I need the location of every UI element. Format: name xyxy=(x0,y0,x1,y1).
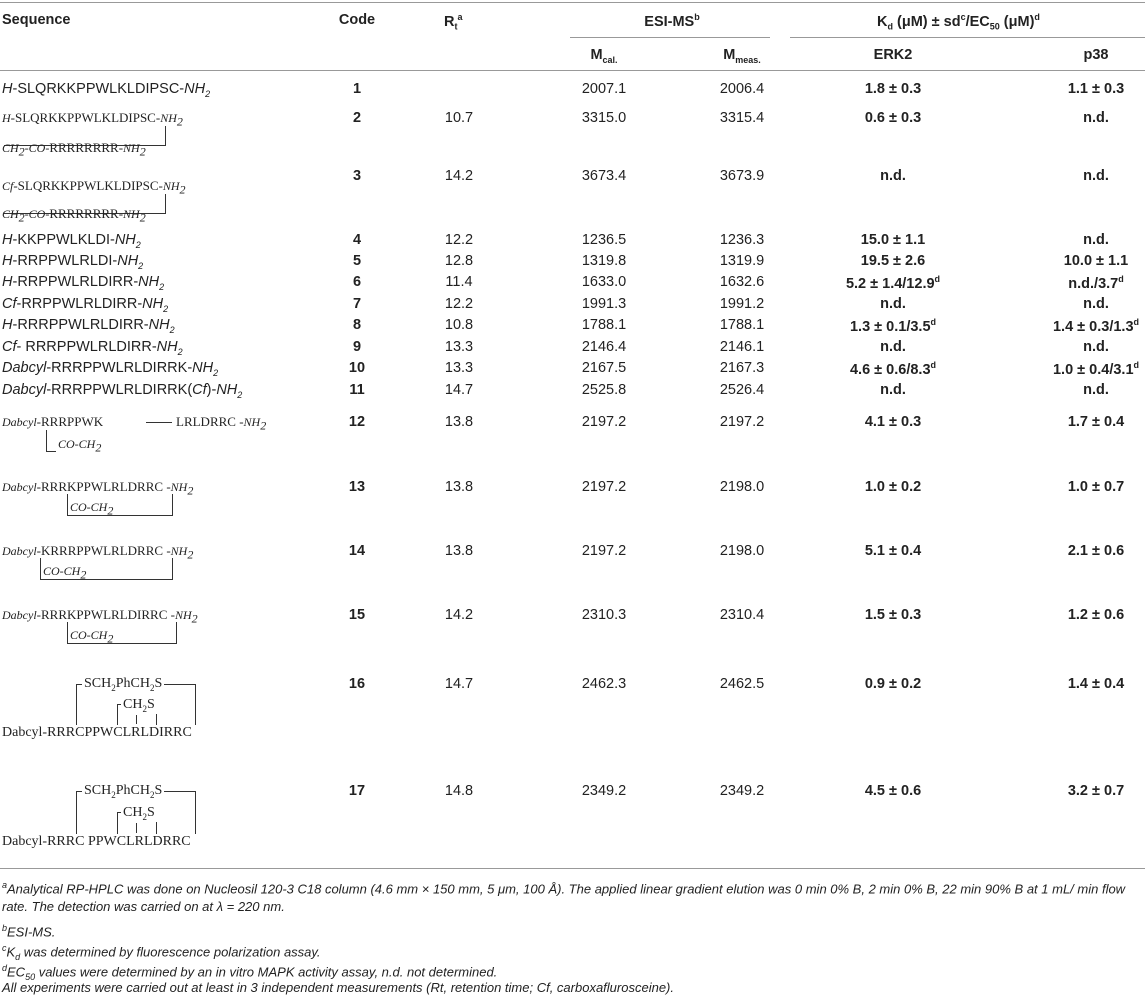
cell-rt: 12.2 xyxy=(444,296,474,312)
linker-14-left xyxy=(40,558,41,580)
cell-mmeas: 2310.4 xyxy=(719,607,765,623)
sequence-3: $Cf-SLQRKKPPWLKLDIPSC-NH_2$ xyxy=(2,178,186,197)
cell-code: 15 xyxy=(348,607,366,623)
cell-mcal: 2525.8 xyxy=(581,382,627,398)
cell-code: 11 xyxy=(349,382,365,398)
cell-erk2: 4.1 ± 0.3 xyxy=(864,414,922,430)
cell-rt: 14.7 xyxy=(444,382,474,398)
cell-p38: 2.1 ± 0.6 xyxy=(1067,543,1125,559)
sequence-11: Dabcyl-$RRRPPWLRLDIRRK(Cf)-NH_2$ xyxy=(2,382,243,400)
cell-mmeas: 3673.9 xyxy=(719,168,765,184)
cell-p38: 1.0 ± 0.4/3.1$^d$ xyxy=(1052,360,1140,378)
sequence-2-linker: $CH_2-CO-RRRRRRRR-NH_2$ xyxy=(2,140,146,159)
header-kd: $K_d$ $(\mu M) \pm sd^c/EC_{50}$ $(\mu M)^d$ xyxy=(877,12,1040,32)
header-mmeas: $M_{meas.}$ xyxy=(723,47,761,65)
cell-erk2: n.d. xyxy=(880,168,906,184)
cell-mcal: 2197.2 xyxy=(581,414,627,430)
header-sequence: Sequence xyxy=(2,12,71,28)
cell-mmeas: 2198.0 xyxy=(719,479,765,495)
cell-erk2: 1.0 ± 0.2 xyxy=(864,479,922,495)
linker-15-right xyxy=(176,622,177,644)
cell-mmeas: 1632.6 xyxy=(719,274,765,290)
cell-mcal: 1236.5 xyxy=(581,232,627,248)
cell-mmeas: 2349.2 xyxy=(719,783,765,799)
cell-p38: n.d. xyxy=(1083,232,1109,248)
cell-erk2: n.d. xyxy=(880,296,906,312)
cell-code: 17 xyxy=(348,783,366,799)
bridge-17-top: $SCH_2PhCH_2S$ xyxy=(84,783,163,800)
linker-12-bottom xyxy=(46,451,56,452)
sequence-7: $Cf-RRPPWLRLDIRR-NH_2$ xyxy=(2,296,169,314)
header-rule xyxy=(0,70,1145,71)
cell-mcal: 2007.1 xyxy=(581,81,627,97)
cell-erk2: 1.8 ± 0.3 xyxy=(864,81,922,97)
cell-mmeas: 3315.4 xyxy=(719,110,765,126)
cell-rt: 14.2 xyxy=(444,607,474,623)
sequence-14-linker: $CO-CH_2$ xyxy=(43,564,87,582)
footnote-b: $^b$ESI-MS. xyxy=(2,923,56,940)
cell-code: 3 xyxy=(352,168,362,184)
top-rule xyxy=(0,2,1145,3)
cell-p38: 1.7 ± 0.4 xyxy=(1067,414,1125,430)
sequence-5: $H-RRPPWLRLDI-NH_2$ xyxy=(2,253,144,271)
cell-rt: 13.8 xyxy=(444,479,474,495)
bottom-rule xyxy=(0,868,1145,869)
cell-erk2: n.d. xyxy=(880,382,906,398)
sequence-8: $H-RRRPPWLRLDIRR-NH_2$ xyxy=(2,317,175,335)
cell-code: 4 xyxy=(352,232,362,248)
cell-code: 16 xyxy=(348,676,366,692)
bridge-17-center xyxy=(136,823,137,833)
kd-rule xyxy=(790,37,1145,38)
cell-mcal: 2197.2 xyxy=(581,479,627,495)
cell-mcal: 1991.3 xyxy=(581,296,627,312)
cell-p38: n.d./3.7$^d$ xyxy=(1068,274,1124,292)
cell-code: 6 xyxy=(352,274,362,290)
cell-mcal: 1319.8 xyxy=(581,253,627,269)
sequence-3-linker: $CH_2-CO-RRRRRRRR-NH_2$ xyxy=(2,206,146,225)
header-rt: $R_t^a$ xyxy=(444,12,463,32)
header-erk2: ERK2 xyxy=(873,47,913,63)
cell-mcal: 3315.0 xyxy=(581,110,627,126)
cell-code: 10 xyxy=(348,360,366,376)
cell-mcal: 2146.4 xyxy=(581,339,627,355)
cell-code: 5 xyxy=(352,253,362,269)
sequence-10: Dabcyl-$RRRPPWLRLDIRRK-NH_2$ xyxy=(2,360,219,378)
cell-p38: n.d. xyxy=(1083,110,1109,126)
cell-erk2: 4.5 ± 0.6 xyxy=(864,783,922,799)
esi-ms-rule xyxy=(570,37,770,38)
bridge-17-mid: $CH_2S$ xyxy=(123,805,155,822)
cell-code: 2 xyxy=(352,110,362,126)
cell-mmeas: 1788.1 xyxy=(719,317,765,333)
cell-erk2: 5.1 ± 0.4 xyxy=(864,543,922,559)
cell-mcal: 2349.2 xyxy=(581,783,627,799)
cell-code: 1 xyxy=(352,81,362,97)
footnote-c: $^cK_d$ was determined by fluorescence polarization assay. xyxy=(2,943,321,962)
cell-mmeas: 1236.3 xyxy=(719,232,765,248)
cell-erk2: 1.5 ± 0.3 xyxy=(864,607,922,623)
cell-p38: n.d. xyxy=(1083,296,1109,312)
cell-mcal: 2310.3 xyxy=(581,607,627,623)
cell-code: 14 xyxy=(348,543,366,559)
cell-mmeas: 2198.0 xyxy=(719,543,765,559)
linker-12-left xyxy=(46,430,47,452)
cell-erk2: 1.3 ± 0.1/3.5$^d$ xyxy=(849,317,937,335)
cell-mmeas: 1991.2 xyxy=(719,296,765,312)
cell-mmeas: 2146.1 xyxy=(719,339,765,355)
cell-rt: 13.3 xyxy=(444,339,474,355)
sequence-13: Dabcyl-RRRKPPWLRLDRRC $-NH_2$ xyxy=(2,479,194,498)
cell-erk2: 4.6 ± 0.6/8.3$^d$ xyxy=(849,360,937,378)
header-code: Code xyxy=(338,12,376,28)
cell-erk2: n.d. xyxy=(880,339,906,355)
cell-p38: 1.4 ± 0.4 xyxy=(1067,676,1125,692)
cell-p38: 1.0 ± 0.7 xyxy=(1067,479,1125,495)
cell-erk2: 19.5 ± 2.6 xyxy=(860,253,926,269)
sequence-13-linker: $CO-CH_2$ xyxy=(70,500,114,518)
linker-3-vertical xyxy=(165,194,166,214)
header-p38: p38 xyxy=(1083,47,1109,63)
footnote-a: $^a$Analytical RP-HPLC was done on Nucleosil 120-3 C18 column (4.6 mm × 150 mm, 5 μm, 100 Å). The applied linear gradient elution was 0 min 0% B, 2 min 0% B, 22 min 90% B at 1 mL/ min flow rate. The detection was carried on at λ = 220 nm. xyxy=(2,880,1126,915)
cell-rt: 13.8 xyxy=(444,414,474,430)
cell-rt: 11.4 xyxy=(445,274,473,290)
bridge-16-top: $SCH_2PhCH_2S$ xyxy=(84,676,163,693)
cell-mcal: 3673.4 xyxy=(581,168,627,184)
cell-mcal: 2462.3 xyxy=(581,676,627,692)
linker-15-left xyxy=(67,622,68,644)
cell-rt: 10.8 xyxy=(444,317,474,333)
cell-p38: n.d. xyxy=(1083,168,1109,184)
cell-p38: n.d. xyxy=(1083,382,1109,398)
cell-rt: 12.8 xyxy=(444,253,474,269)
sequence-6: $H-RRPPWLRLDIRR-NH_2$ xyxy=(2,274,165,292)
footnote-general: All experiments were carried out at least in 3 independent measurements (Rt, retention time; Cf, carboxaflurosceine). xyxy=(2,980,674,995)
cell-code: 13 xyxy=(348,479,366,495)
linker-13-left xyxy=(67,494,68,516)
header-mcal: $M_{cal.}$ xyxy=(590,47,618,65)
cell-mmeas: 1319.9 xyxy=(719,253,765,269)
cell-rt: 13.3 xyxy=(444,360,474,376)
sequence-14: Dabcyl-KRRRPPWLRLDRRC $-NH_2$ xyxy=(2,543,194,562)
cell-rt: 14.7 xyxy=(444,676,474,692)
cell-p38: 10.0 ± 1.1 xyxy=(1063,253,1129,269)
cell-mcal: 2197.2 xyxy=(581,543,627,559)
sequence-15-linker: $CO-CH_2$ xyxy=(70,628,114,646)
bridge-16-mid: $CH_2S$ xyxy=(123,697,155,714)
cell-erk2: 5.2 ± 1.4/12.9$^d$ xyxy=(845,274,941,292)
sequence-15: Dabcyl-RRRKPPWLRLDIRRC $-NH_2$ xyxy=(2,607,198,626)
cell-p38: 1.1 ± 0.3 xyxy=(1067,81,1125,97)
cell-erk2: 0.6 ± 0.3 xyxy=(864,110,922,126)
cell-mcal: 2167.5 xyxy=(581,360,627,376)
cell-rt: 13.8 xyxy=(444,543,474,559)
cell-mcal: 1633.0 xyxy=(581,274,627,290)
cell-mcal: 1788.1 xyxy=(581,317,627,333)
cell-rt: 12.2 xyxy=(444,232,474,248)
cell-p38: 1.2 ± 0.6 xyxy=(1067,607,1125,623)
cell-code: 12 xyxy=(348,414,366,430)
cell-p38: 3.2 ± 0.7 xyxy=(1067,783,1125,799)
footnote-d: $^dEC_{50}$ values were determined by an in vitro MAPK activity assay, n.d. not determined. xyxy=(2,963,498,982)
sequence-2: $H-SLQRKKPPWLKLDIPSC-NH_2$ xyxy=(2,110,183,129)
cell-mmeas: 2526.4 xyxy=(719,382,765,398)
sequence-4: $H-KKPPWLKLDI-NH_2$ xyxy=(2,232,141,250)
linker-2-vertical xyxy=(165,126,166,146)
cell-mmeas: 2462.5 xyxy=(719,676,765,692)
cell-mmeas: 2006.4 xyxy=(719,81,765,97)
sequence-16: Dabcyl-RRRCPPWCLRLDIRRC xyxy=(2,725,192,740)
cell-mmeas: 2197.2 xyxy=(719,414,765,430)
sequence-12: Dabcyl-RRRPPWK xyxy=(2,414,104,429)
cell-mmeas: 2167.3 xyxy=(719,360,765,376)
cell-p38: n.d. xyxy=(1083,339,1109,355)
sequence-1: $H-SLQRKKPPWLKLDIPSC-NH_2$ xyxy=(2,81,211,99)
cell-erk2: 15.0 ± 1.1 xyxy=(860,232,926,248)
linker-12-dash xyxy=(146,422,172,423)
sequence-17: Dabcyl-RRRC PPWCLRLDRRC xyxy=(2,834,191,849)
sequence-9: Cf- RRRPPWLRLDIRR-$NH_2$ xyxy=(2,339,183,357)
linker-13-right xyxy=(172,494,173,516)
cell-p38: 1.4 ± 0.3/1.3$^d$ xyxy=(1052,317,1140,335)
cell-erk2: 0.9 ± 0.2 xyxy=(864,676,922,692)
cell-code: 7 xyxy=(352,296,362,312)
cell-code: 9 xyxy=(352,339,362,355)
sequence-12-linker: $CO-CH_2$ xyxy=(58,437,102,455)
cell-rt: 14.2 xyxy=(444,168,474,184)
bridge-16-center xyxy=(136,715,137,724)
cell-rt: 10.7 xyxy=(444,110,474,126)
cell-rt: 14.8 xyxy=(444,783,474,799)
header-esi-ms: ESI-$MS^b$ xyxy=(644,12,700,30)
sequence-12-tail: LRLDRRC $-NH_2$ xyxy=(176,414,267,433)
cell-code: 8 xyxy=(352,317,362,333)
linker-14-right xyxy=(172,558,173,580)
